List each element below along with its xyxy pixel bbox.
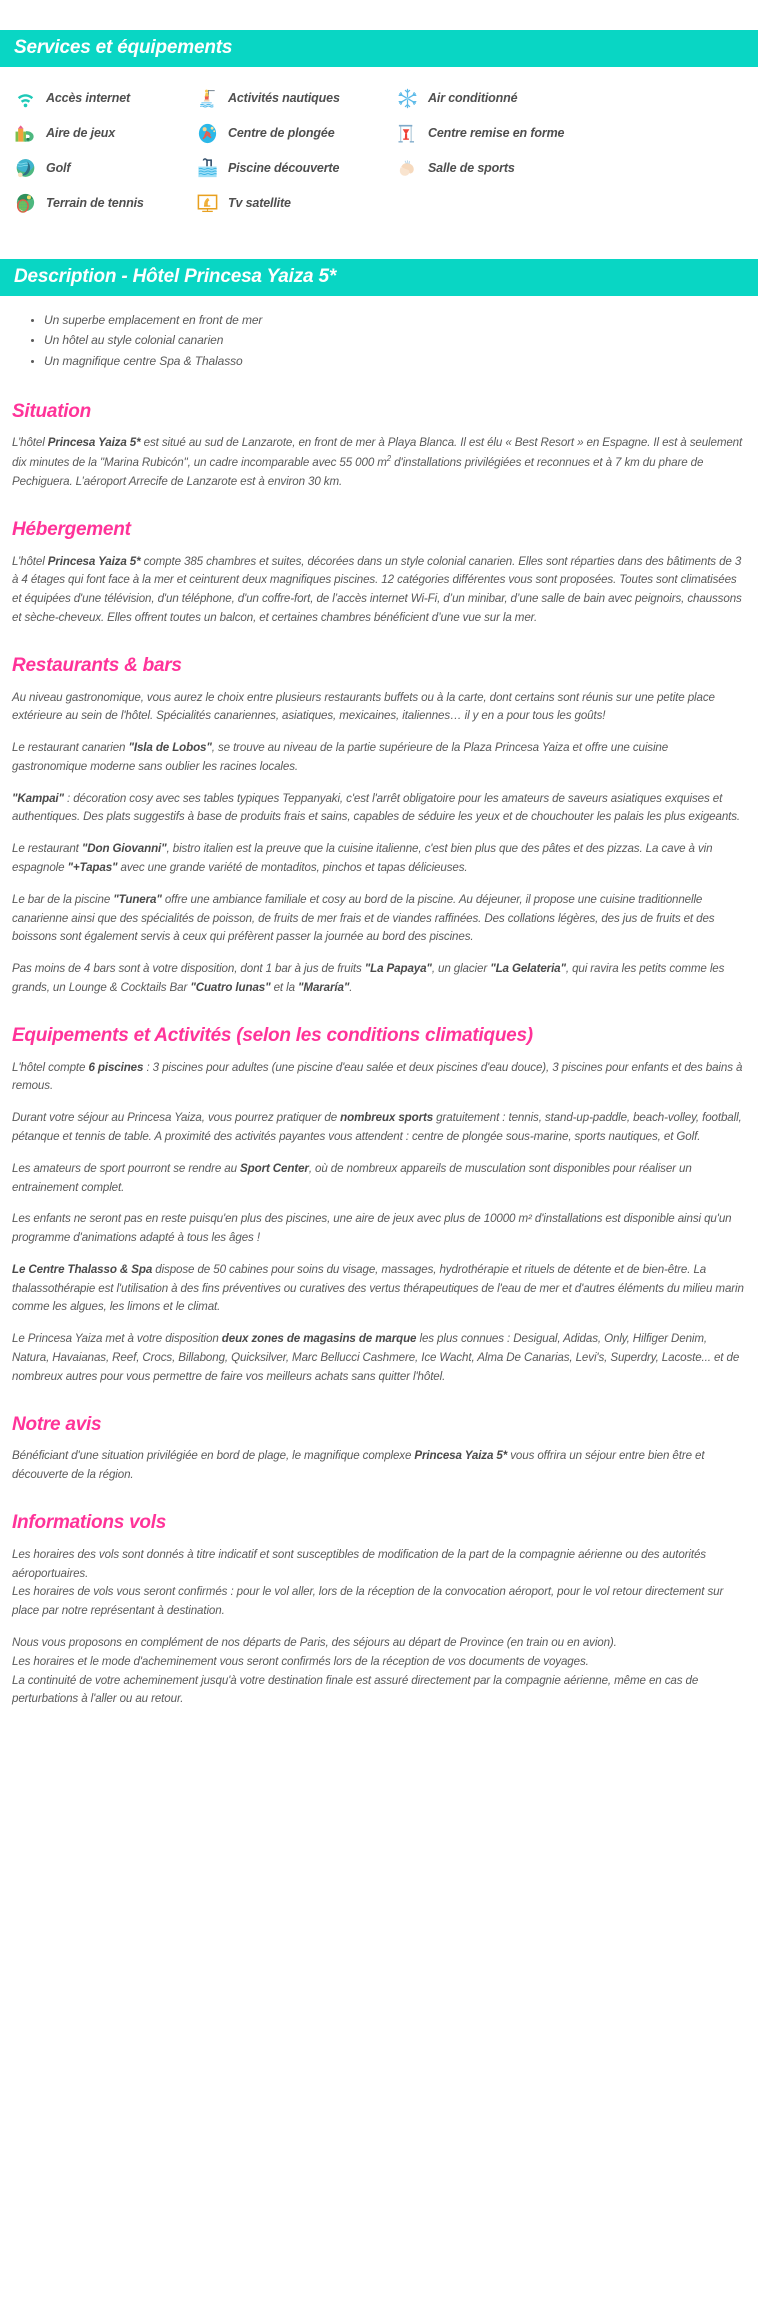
equipements-paragraph-5 (12, 1261, 746, 1317)
text: Le restaurant (12, 842, 82, 856)
hotel-description-page (0, 30, 758, 1734)
text: est situé au sud de Lanzarote, en front de mer à Playa Blanca. Il est élu « Best Resort » en Espagne. Il est à seulement dix minutes de la "Marina Rubicón", un cadre incomparable avec 55 000 m (12, 436, 743, 470)
text: gratuitement : tennis, stand-up-paddle, beach-volley, football, pétanque et tennis de table. A proximité des activités payantes vous attendent : centre de plongée sous-marine, sports nautiques, et Golf. (12, 1111, 742, 1143)
restaurant-name-bold: "Don Giovanni" (81, 842, 167, 856)
bar-name-bold: "Cuatro lunas" (190, 980, 271, 994)
page-bottom-spacer (0, 1722, 758, 1734)
situation-paragraph (12, 434, 746, 491)
service-item-air-conditionne (396, 81, 758, 116)
text: Pas moins de 4 bars sont à votre disposition, dont 1 bar à jus de fruits (12, 962, 365, 976)
text: avec une grande variété de montaditos, pinchos et tapas délicieuses. (117, 861, 468, 875)
pools-count-bold: 6 piscines (88, 1060, 144, 1074)
text: Nous vous proposons en complément de nos départs de Paris, des séjours au départ de Province (en train ou en avion). (12, 1636, 617, 1650)
restaurants-paragraph-6 (12, 960, 746, 998)
services-section-header: Services et équipements (0, 30, 758, 67)
text: Les horaires des vols sont donnés à titre indicatif et sont susceptibles de modification de la part de la compagnie aérienne ou des autorités aéroportuaires. (12, 1547, 706, 1580)
text: , un glacier (431, 962, 491, 976)
service-label: Centre remise en forme (428, 126, 565, 141)
text: , bistro italien est la preuve que la cuisine italienne, c'est bien plus que des pâtes et des pizzas. La cave à vin espagnole (12, 842, 713, 875)
shops-bold: deux zones de magasins de marque (221, 1332, 417, 1346)
wifi-icon (14, 87, 37, 110)
spa-name-bold: Le Centre Thalasso & Spa (12, 1262, 153, 1276)
text: L’hôtel (12, 554, 48, 568)
text: , qui ravira les petits comme les grands, un Lounge & Cocktails Bar (12, 962, 725, 994)
text: La continuité de votre acheminement jusqu'à votre destination finale est assuré directement par la compagnie aérienne, même en cas de perturbations à l'aller ou au retour. (12, 1673, 699, 1706)
avis-heading: Notre avis (12, 1413, 102, 1435)
text: , où de nombreux appareils de musculation sont disponibles pour réaliser un entrainement complet. (12, 1161, 692, 1194)
text: Les horaires de vols vous seront confirmés : pour le vol aller, lors de la réception de la convocation aéroport, pour le vol retour directement sur place par notre représentant à destination. (12, 1585, 724, 1618)
service-label: Air conditionné (428, 91, 518, 106)
service-item-tv-satellite (196, 186, 396, 221)
list-item: • Un magnifique centre Spa & Thalasso (44, 351, 758, 372)
text: les plus connues : Desigual, Adidas, Only, Hilfiger Denim, Natura, Havaianas, Reef, Crocs, Billabong, Quicksilver, Marc Bellucci Cashmere, Ice Wacht, Alma De Canarias, Levi's, Superdry, Lacoste... et de nombreux autres pour vous permettre de faire vos meilleurs achats sans quitter l'hôtel. (12, 1332, 740, 1383)
text: L’hôtel (12, 436, 48, 450)
hotel-name-bold: Princesa Yaiza 5* (47, 554, 141, 568)
superscript: 2 (386, 454, 392, 464)
text: offre une ambiance familiale et cosy au bord de la piscine. Au déjeuner, il propose une cuisine traditionnelle canarienne ainsi que des spécialités de poisson, de fruits de mer frais et de viandes raffinées. Des collations légères, des jus de fruits et des boissons sont également servis à ceux qui préfèrent passer la journée au bord des piscines. (12, 892, 715, 944)
description-section-header: Description - Hôtel Princesa Yaiza 5* (0, 259, 758, 296)
description-bullet-list (0, 310, 758, 372)
equipements-paragraph-2 (12, 1109, 746, 1147)
service-item-centre-de-plongee (196, 116, 396, 151)
service-item-aire-de-jeux (14, 116, 196, 151)
services-grid (0, 67, 758, 221)
service-item-salle-de-sports (396, 151, 758, 186)
hebergement-paragraph (12, 553, 746, 628)
vols-paragraph-1 (12, 1546, 746, 1621)
equipements-paragraph-6 (12, 1330, 746, 1386)
text: Le Princesa Yaiza met à votre disposition (12, 1332, 222, 1346)
text: : 3 piscines pour adultes (une piscine d'eau salée et deux piscines d'eau douce), 3 piscines pour enfants et des bains à remous. (12, 1060, 743, 1093)
text: Bénéficiant d'une situation privilégiée en bord de plage, le magnifique complexe (12, 1449, 415, 1463)
restaurants-paragraph-4 (12, 840, 746, 878)
equipements-paragraph-4: Les enfants ne seront pas en reste puisqu'en plus des piscines, une aire de jeux avec plus de 10000 m² d'installations est disponible ainsi qu'un programme d'animations adapté à tous les âges ! (12, 1212, 732, 1245)
restaurant-name-bold: "Kampai" (12, 791, 64, 805)
service-item-terrain-de-tennis (14, 186, 196, 221)
situation-heading: Situation (12, 400, 92, 422)
equipements-heading: Equipements et Activités (selon les conditions climatiques) (12, 1024, 533, 1046)
description-content (0, 402, 758, 1710)
service-label: Tv satellite (228, 196, 291, 211)
service-label: Salle de sports (428, 161, 515, 176)
bar-name-bold: "+Tapas" (67, 861, 118, 875)
restaurant-name-bold: "Isla de Lobos" (128, 741, 212, 755)
vols-heading: Informations vols (12, 1512, 167, 1533)
text: Le bar de la piscine (12, 892, 114, 906)
text: Les amateurs de sport pourront se rendre au (12, 1161, 241, 1175)
text: , se trouve au niveau de la partie supérieure de la Plaza Princesa Yaiza et offre une cuisine gastronomique moderne sans oublier les racines locales. (12, 741, 669, 773)
list-item: • Un hôtel au style colonial canarien (44, 330, 758, 351)
hotel-name-bold: Princesa Yaiza 5* (47, 436, 141, 450)
text: vous offrira un séjour entre bien être et découverte de la région. (12, 1449, 705, 1482)
hebergement-heading: Hébergement (12, 518, 131, 540)
sport-center-bold: Sport Center (240, 1161, 309, 1175)
services-bottom-spacer (0, 221, 758, 259)
list-item: • Un superbe emplacement en front de mer (44, 310, 758, 331)
service-item-activites-nautiques (196, 81, 396, 116)
service-label: Golf (46, 161, 71, 176)
avis-paragraph (12, 1447, 746, 1485)
tennis-icon (14, 192, 37, 215)
gym-arm-icon (396, 157, 419, 180)
service-label: Terrain de tennis (46, 196, 144, 211)
bar-name-bold: "La Gelateria" (490, 962, 566, 976)
service-label: Centre de plongée (228, 126, 335, 141)
service-item-acces-internet (14, 81, 196, 116)
bar-name-bold: "La Papaya" (364, 962, 432, 976)
snowflake-icon (396, 87, 419, 110)
water-sports-icon (196, 87, 219, 110)
vols-paragraph-2 (12, 1634, 746, 1709)
restaurants-heading: Restaurants & bars (12, 654, 182, 676)
service-item-piscine-decouverte (196, 151, 396, 186)
text: compte 385 chambres et suites, décorées dans un style colonial canarien. Elles sont réparties dans des bâtiments de 3 à 4 étages qui font face à la mer et ceinturent deux magnifiques piscines. 12 catégories différentes vous sont proposées. Toutes sont climatisées et équipées d'une télévision, d'un téléphone, d'un coffre-fort, de l’accès internet Wi-Fi, d’un minibar, d’une salle de bain avec peignoirs, chaussons et sèche-cheveux. Elles offrent toutes un balcon, et certaines chambres bénéficient d’une vue sur la mer. (12, 554, 742, 624)
restaurants-paragraph-1: Au niveau gastronomique, vous aurez le choix entre plusieurs restaurants buffets ou à la carte, dont certains sont réunis sur une petite place extérieure au sein de l'hôtel. Spécialités canariennes, asiatiques, mexicaines, italiennes… il y en a pour tous les goûts! (12, 690, 715, 723)
service-label: Piscine découverte (228, 161, 340, 176)
text: Les horaires et le mode d'acheminement vous seront confirmés lors de la réception de vos documents de voyages. (12, 1654, 589, 1668)
service-item-golf (14, 151, 196, 186)
text: dispose de 50 cabines pour soins du visage, massages, hydrothérapie et rituels de détente et de bien-être. La thalassothérapie est l'utilisation à des fins préventives ou curatives des vertus thérapeutiques de l'eau de mer et d'autres éléments du milieu marin comme les algues, les limons et le climat. (12, 1262, 744, 1314)
text: L'hôtel compte (12, 1060, 89, 1074)
hotel-name-bold: Princesa Yaiza 5* (414, 1449, 508, 1463)
text: Durant votre séjour au Princesa Yaiza, vous pourrez pratiquer de (12, 1111, 341, 1125)
equipements-paragraph-1 (12, 1059, 746, 1097)
restaurants-paragraph-2 (12, 739, 746, 777)
playground-icon (14, 122, 37, 145)
service-item-centre-remise-en-forme (396, 116, 758, 151)
sports-bold: nombreux sports (340, 1111, 434, 1125)
pool-icon (196, 157, 219, 180)
service-label: Aire de jeux (46, 126, 116, 141)
fitness-icon (396, 122, 419, 145)
service-label: Accès internet (46, 91, 131, 106)
services-grid-filler (396, 186, 758, 221)
service-label: Activités nautiques (228, 91, 340, 106)
satellite-tv-icon (196, 192, 219, 215)
equipements-paragraph-3 (12, 1160, 746, 1198)
bar-name-bold: "Mararía" (298, 980, 350, 994)
text: : décoration cosy avec ses tables typiques Teppanyaki, c'est l'arrêt obligatoire pour les amateurs de saveurs asiatiques exquises et authentiques. Des plats suggestifs à base de produits frais et sains, capables de séduire les yeux et de chouchouter les palais les plus exigeants. (12, 791, 741, 824)
restaurants-paragraph-5 (12, 891, 746, 947)
golf-icon (14, 157, 37, 180)
restaurants-paragraph-3 (12, 790, 746, 828)
scuba-diving-icon (196, 122, 219, 145)
text: d'installations privilégiées et reconnues et à 7 km du phare de Pechiguera. L’aéroport Arrecife de Lanzarote est à environ 30 km. (12, 456, 704, 488)
text: et la (270, 980, 299, 994)
text: . (349, 980, 353, 994)
bar-name-bold: "Tunera" (113, 892, 162, 906)
text: Le restaurant canarien (12, 741, 129, 755)
